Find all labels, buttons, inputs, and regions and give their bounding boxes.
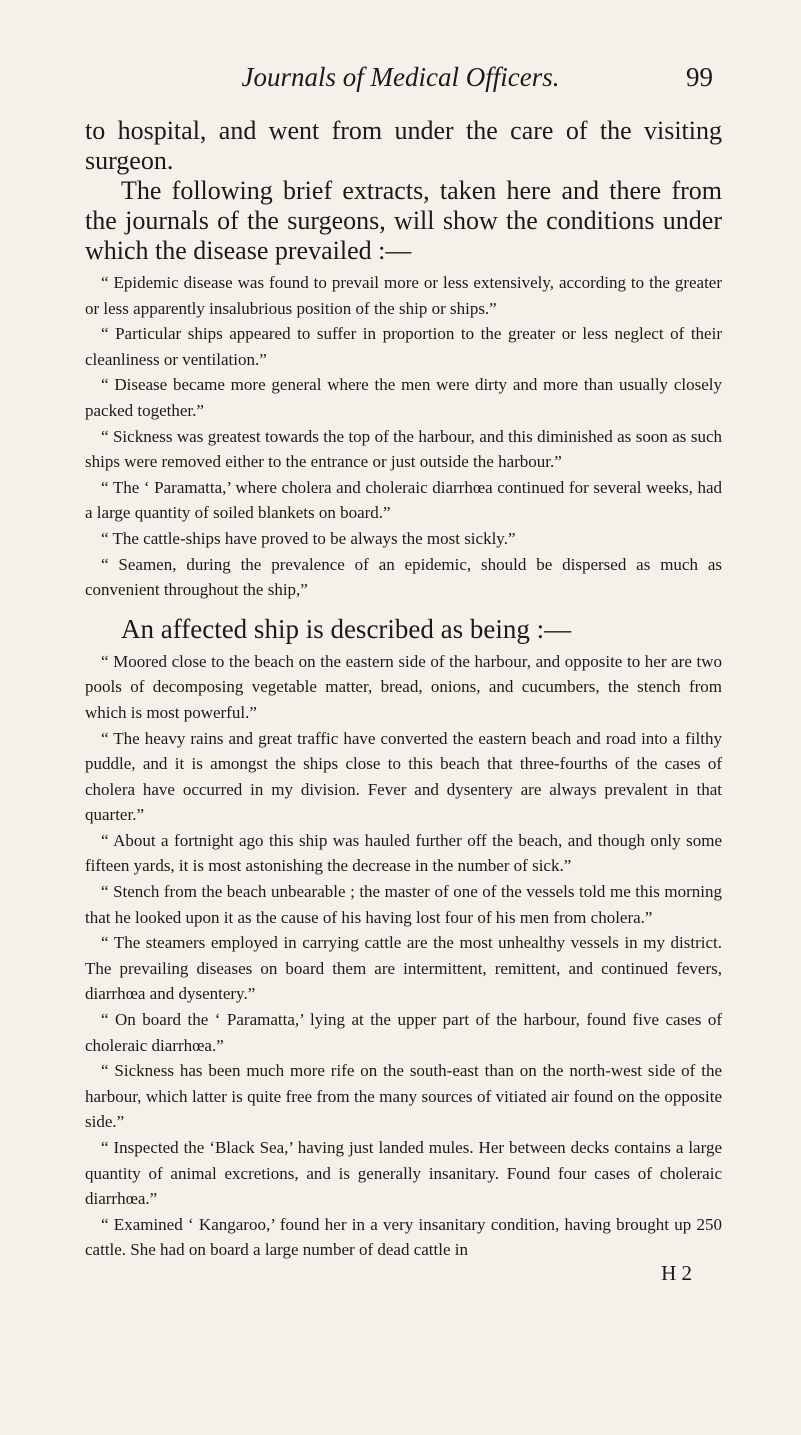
ship-description-quote: “ The heavy rains and great traffic have converted the eastern beach and road into a filthy puddle, and it is amongst the ships close to this beach that three-fourths of the cases of cholera have occurred in my division. Fever and dysentery are always prevalent in that quarter.”: [85, 728, 722, 825]
extract-quote: “ Epidemic disease was found to prevail more or less extensively, according to the greater or less apparently insalubrious position of the ship or ships.”: [85, 273, 722, 318]
extract-quote: “ The ‘ Paramatta,’ where cholera and choleraic diarrhœa continued for several weeks, had a large quantity of soiled blankets on board.”: [85, 477, 722, 523]
continuation-text: to hospital, and went from under the care of the visiting surgeon.: [85, 116, 722, 175]
ship-descriptions-list: [85, 649, 722, 1263]
ship-description-quote: “ Stench from the beach unbearable ; the master of one of the vessels told me this morning that he looked upon it as the cause of his having lost four of his men from cholera.”: [85, 882, 722, 927]
ship-description-quote: “ Examined ‘ Kangaroo,’ found her in a very insanitary condition, having brought up 250 cattle. She had on board a large number of dead cattle in: [85, 1214, 722, 1260]
ship-description-quote: “ About a fortnight ago this ship was hauled further off the beach, and though only some fifteen yards, it is most astonishing the decrease in the number of sick.”: [85, 830, 722, 876]
extracts-list: [85, 270, 722, 603]
page-number: 99: [686, 62, 713, 92]
ship-description-quote: “ Inspected the ‘Black Sea,’ having just landed mules. Her between decks contains a large quantity of animal excretions, and is generally insanitary. Found four cases of choleraic diarrhœa.”: [85, 1138, 722, 1209]
extract-quote: “ The cattle-ships have proved to be always the most sickly.”: [101, 528, 516, 548]
extract-quote: “ Seamen, during the prevalence of an epidemic, should be dispersed as much as convenient throughout the ship,”: [85, 554, 722, 600]
ship-description-quote: “ On board the ‘ Paramatta,’ lying at the upper part of the harbour, found five cases of choleraic diarrhœa.”: [85, 1010, 722, 1055]
ship-description-quote: “ The steamers employed in carrying cattle are the most unhealthy vessels in my district. The prevailing diseases on board them are intermittent, remittent, and continued fevers, diarrhœa and dysentery.”: [85, 933, 722, 1004]
extract-quote: “ Sickness was greatest towards the top of the harbour, and this diminished as soon as such ships were removed either to the entrance or just outside the harbour.”: [85, 426, 722, 472]
ship-description-quote: “ Moored close to the beach on the eastern side of the harbour, and opposite to her are two pools of decomposing vegetable matter, bread, onions, and cucumbers, the stench from which is most powerful.”: [85, 651, 722, 722]
running-head: [0, 62, 801, 96]
signature-mark: H 2: [661, 1260, 692, 1285]
section-heading: An affected ship is described as being :—: [121, 613, 572, 644]
running-title: Journals of Medical Officers.: [241, 62, 560, 92]
body-text: [85, 116, 722, 1285]
intro-paragraph: The following brief extracts, taken here and there from the journals of the surgeons, will show the conditions under which the disease prevailed :—: [85, 176, 722, 265]
extract-quote: “ Disease became more general where the men were dirty and more than usually closely packed together.”: [85, 375, 722, 420]
extract-quote: “ Particular ships appeared to suffer in proportion to the greater or less neglect of their cleanliness or ventilation.”: [85, 324, 722, 369]
ship-description-quote: “ Sickness has been much more rife on the south-east than on the north-west side of the harbour, which latter is quite free from the many sources of vitiated air found on the opposite side.”: [85, 1061, 722, 1132]
